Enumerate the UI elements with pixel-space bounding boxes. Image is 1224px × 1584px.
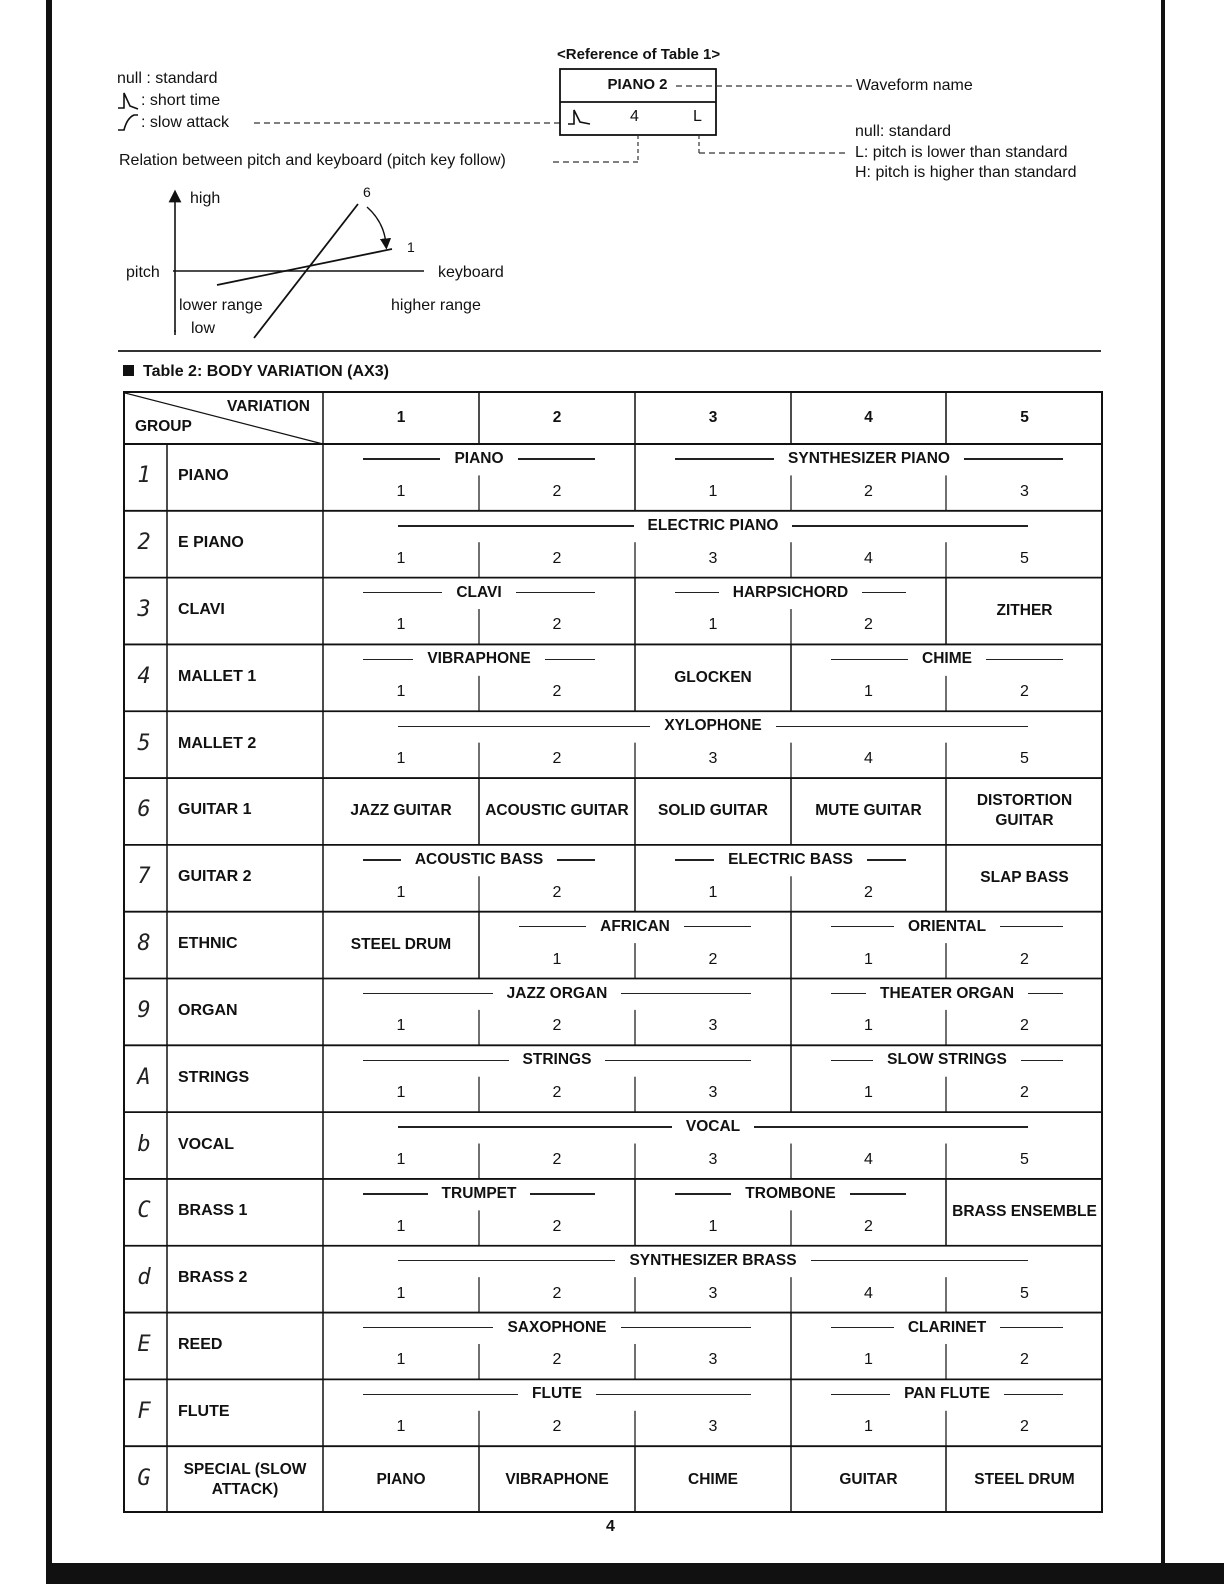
group-name: FLUTE [178,1402,230,1420]
span-line [363,1394,518,1395]
variation-number: 1 [396,1017,406,1035]
variation-number: 3 [708,549,718,567]
variation-number: 1 [708,482,718,500]
span-label: SAXOPHONE [507,1318,607,1336]
variation-span [831,1383,1063,1405]
span-line [792,525,1028,526]
variation-number: 1 [708,883,718,901]
group-name: MALLET 2 [178,734,257,752]
variation-number: 2 [552,750,562,768]
variation-number: 2 [552,1150,562,1168]
variation-span [363,1317,751,1339]
variation-number: 2 [1020,683,1029,701]
variation-number: 2 [552,883,562,901]
span-label: SYNTHESIZER PIANO [788,450,950,467]
graph-lower-range: lower range [179,297,263,314]
variation-cell: STEEL DRUM [350,936,452,954]
variation-number: 1 [864,1418,873,1436]
group-name: GUITAR 1 [178,801,252,819]
group-name: BRASS 2 [178,1269,248,1287]
variation-number: 3 [708,1418,718,1436]
variation-number: 1 [396,616,406,634]
variation-span [831,1317,1063,1339]
variation-number: 3 [708,1084,718,1102]
attack-symbol-icon [568,110,590,124]
span-label: PIANO [454,450,504,467]
variation-cell: CHIME [688,1470,738,1488]
group-name: BRASS 1 [178,1202,248,1220]
variation-span [831,916,1063,938]
group-number: 8 [137,931,151,957]
variation-number: 1 [708,1217,718,1235]
group-name: VOCAL [178,1135,234,1153]
variation-number: 1 [396,1150,406,1168]
span-line [811,1260,1028,1261]
span-label: AFRICAN [600,917,670,935]
span-line [831,926,894,927]
span-label: VOCAL [685,1118,741,1136]
variation-number: 1 [396,1284,406,1302]
span-line [831,659,908,660]
page-border-bottom [46,1563,1224,1584]
span-line [986,659,1063,660]
variation-number: 5 [1020,1284,1029,1302]
span-line [363,458,440,459]
span-label: STRINGS [522,1051,592,1069]
reference-title: <Reference of Table 1> [557,46,721,63]
variation-number: 2 [864,1217,873,1235]
group-name: ETHNIC [178,935,238,953]
variation-number: 2 [552,549,562,567]
group-number: 3 [137,597,151,623]
variation-span [398,1250,1028,1272]
variation-span [398,715,1028,737]
span-line [831,1060,873,1061]
variation-cell: ZITHER [996,602,1053,620]
reference-pitch-code: L [693,108,702,125]
group-name: STRINGS [178,1068,250,1086]
variation-span [675,582,906,604]
variation-number: 3 [708,1351,718,1369]
span-line [398,726,650,727]
variation-number: 1 [396,549,406,567]
group-number: 4 [137,663,151,689]
variation-span [831,648,1063,670]
variation-number: 1 [396,482,406,500]
body-variation-table [123,391,1103,1513]
variation-number: 5 [1020,1150,1029,1168]
header-group: GROUP [135,418,192,435]
span-label: CLARINET [907,1318,987,1336]
group-name: PIANO [178,467,229,485]
span-line [862,592,906,593]
variation-cell: GUITAR [839,1470,898,1488]
variation-number: 1 [864,683,873,701]
span-label: SLOW STRINGS [887,1051,1007,1069]
span-line [684,926,751,927]
variation-number: 2 [552,1418,562,1436]
column-header-5: 5 [1020,408,1029,426]
pitch-note-null: null: standard [855,123,952,140]
group-number: d [137,1265,151,1291]
span-line [596,1394,751,1395]
group-name: REED [178,1335,223,1353]
slow-attack-icon [118,115,138,130]
span-line [363,859,401,860]
variation-number: 3 [1020,482,1029,500]
span-line [867,859,906,860]
variation-span [675,1183,906,1205]
variation-span [519,916,751,938]
span-line [363,592,442,593]
variation-number: 2 [1020,1418,1029,1436]
variation-cell: VIBRAPHONE [505,1470,609,1488]
span-label: JAZZ ORGAN [506,984,608,1002]
variation-span [363,648,595,670]
span-label: ELECTRIC BASS [728,850,853,868]
group-number: 1 [137,463,151,489]
span-line [621,993,751,994]
variation-cell: STEEL DRUM [974,1470,1075,1488]
page-number: 4 [606,1518,615,1535]
variation-number: 4 [864,1284,873,1302]
header-variation: VARIATION [227,398,310,415]
pitch-note-higher: H: pitch is higher than standard [855,164,1077,181]
short-time-icon [118,93,138,109]
span-line [363,659,413,660]
variation-number: 2 [552,482,562,500]
group-name: GUITAR 2 [178,868,252,886]
variation-span [831,983,1063,1005]
column-header-3: 3 [708,408,718,426]
variation-number: 1 [552,950,562,968]
variation-span [398,1116,1028,1138]
reference-diagram [0,0,1224,360]
group-number: 7 [137,864,151,890]
graph-low: low [191,320,216,337]
span-line [964,458,1063,459]
variation-number: 2 [864,883,873,901]
graph-higher-range: higher range [391,297,481,314]
variation-span [363,582,595,604]
reference-waveform: PIANO 2 [607,76,668,93]
variation-number: 2 [1020,1084,1029,1102]
span-line [605,1060,751,1061]
legend-null: null : standard [117,70,218,87]
variation-number: 4 [864,549,873,567]
variation-span [831,1049,1063,1071]
variation-number: 2 [708,950,718,968]
span-label: ORIENTAL [907,917,987,935]
group-number: 6 [137,797,151,823]
legend-short: : short time [141,92,221,109]
section-divider [118,350,1101,352]
span-line [831,1327,894,1328]
variation-span [363,1049,751,1071]
variation-number: 1 [708,616,718,634]
span-line [363,993,493,994]
span-label: FLUTE [532,1385,582,1403]
variation-cell: BRASS ENSEMBLE [952,1203,1097,1221]
group-number: 5 [137,730,151,756]
span-line [557,859,595,860]
variation-number: 1 [864,1351,873,1369]
graph-high: high [190,190,221,207]
variation-number: 1 [864,1084,873,1102]
variation-number: 2 [1020,1351,1029,1369]
reference-pitch-key-value: 4 [630,108,639,125]
variation-number: 4 [864,750,873,768]
variation-number: 4 [864,1150,873,1168]
column-header-1: 1 [396,408,406,426]
span-line [398,1260,615,1261]
span-label: CHIME [922,650,972,668]
span-label: ACOUSTIC BASS [414,850,544,868]
variation-span [398,515,1028,537]
variation-cell: MUTE GUITAR [815,802,922,820]
span-line [398,1126,672,1127]
variation-number: 2 [864,482,873,500]
variation-number: 2 [552,1284,562,1302]
span-label: HARPSICHORD [732,583,849,601]
table-title: Table 2: BODY VARIATION (AX3) [143,363,389,380]
group-number: F [137,1398,151,1424]
group-number: 9 [137,997,151,1023]
variation-cell: SOLID GUITAR [658,802,768,820]
span-line [776,726,1028,727]
column-header-2: 2 [552,408,562,426]
variation-span [363,1183,595,1205]
variation-number: 5 [1020,549,1029,567]
variation-number: 1 [396,750,406,768]
waveform-name-label: Waveform name [856,77,973,94]
pitch-note-lower: L: pitch is lower than standard [855,144,1068,161]
span-line [519,926,586,927]
group-number: 2 [137,530,151,556]
variation-number: 2 [552,683,562,701]
group-name: CLAVI [178,601,225,619]
span-line [675,859,714,860]
variation-span [675,448,1063,470]
variation-span [363,849,595,871]
span-line [1004,1394,1063,1395]
span-label: CLAVI [456,583,502,601]
group-number: b [137,1131,151,1157]
variation-number: 3 [708,1017,718,1035]
variation-number: 2 [1020,950,1029,968]
span-label: PAN FLUTE [904,1385,990,1403]
column-header-4: 4 [864,408,873,426]
legend-slow: : slow attack [141,114,230,131]
variation-span [363,1383,751,1405]
group-name: ORGAN [178,1001,238,1019]
variation-number: 2 [864,616,873,634]
variation-number: 2 [1020,1017,1029,1035]
span-line [1021,1060,1063,1061]
variation-number: 3 [708,1284,718,1302]
variation-cell: JAZZ GUITAR [350,802,452,820]
variation-span [363,983,751,1005]
group-number: G [137,1465,151,1491]
span-line [518,458,595,459]
span-line [831,1394,890,1395]
graph-value-6: 6 [363,184,371,200]
variation-number: 2 [552,616,562,634]
span-line [363,1060,509,1061]
variation-number: 1 [864,950,873,968]
span-line [363,1193,428,1194]
variation-number: 1 [396,1418,406,1436]
variation-number: 3 [708,1150,718,1168]
variation-number: 1 [396,1217,406,1235]
span-line [831,993,866,994]
variation-cell: ACOUSTIC GUITAR [485,802,629,820]
group-number: C [137,1198,151,1224]
variation-cell: SLAP BASS [980,869,1069,887]
variation-number: 2 [552,1084,562,1102]
span-line [545,659,595,660]
group-name: MALLET 1 [178,667,257,685]
group-number: A [137,1064,151,1090]
graph-value-1: 1 [407,239,415,255]
span-line [675,1193,731,1194]
span-label: VIBRAPHONE [427,650,531,668]
span-line [850,1193,906,1194]
span-line [675,592,719,593]
span-line [398,525,634,526]
variation-span [675,849,906,871]
span-line [530,1193,595,1194]
variation-number: 3 [708,750,718,768]
variation-cell: DISTORTION GUITAR [976,792,1073,830]
variation-number: 1 [396,1351,406,1369]
span-line [754,1126,1028,1127]
span-line [1000,1327,1063,1328]
graph-pitch: pitch [126,264,160,281]
group-name: E PIANO [178,534,244,552]
variation-number: 1 [396,883,406,901]
span-line [1028,993,1063,994]
variation-number: 2 [552,1217,562,1235]
table-title-marker [123,363,389,381]
legend-relation: Relation between pitch and keyboard (pitch key follow) [119,152,506,169]
group-name: SPECIAL (SLOW ATTACK) [183,1460,307,1498]
span-line [1000,926,1063,927]
span-label: THEATER ORGAN [879,984,1015,1002]
variation-number: 1 [396,683,406,701]
span-line [675,458,774,459]
graph-keyboard: keyboard [438,264,504,281]
span-label: SYNTHESIZER BRASS [629,1251,797,1269]
variation-number: 5 [1020,750,1029,768]
variation-number: 1 [864,1017,873,1035]
variation-cell: GLOCKEN [674,668,752,686]
variation-number: 1 [396,1084,406,1102]
span-line [363,1327,493,1328]
variation-number: 2 [552,1017,562,1035]
span-label: XYLOPHONE [664,717,762,735]
group-number: E [137,1331,151,1357]
variation-number: 2 [552,1351,562,1369]
variation-span [363,448,595,470]
span-line [621,1327,751,1328]
span-label: ELECTRIC PIANO [647,516,779,534]
span-line [516,592,595,593]
variation-cell: PIANO [376,1470,426,1488]
span-label: TRUMPET [441,1184,517,1202]
span-label: TROMBONE [745,1184,836,1202]
